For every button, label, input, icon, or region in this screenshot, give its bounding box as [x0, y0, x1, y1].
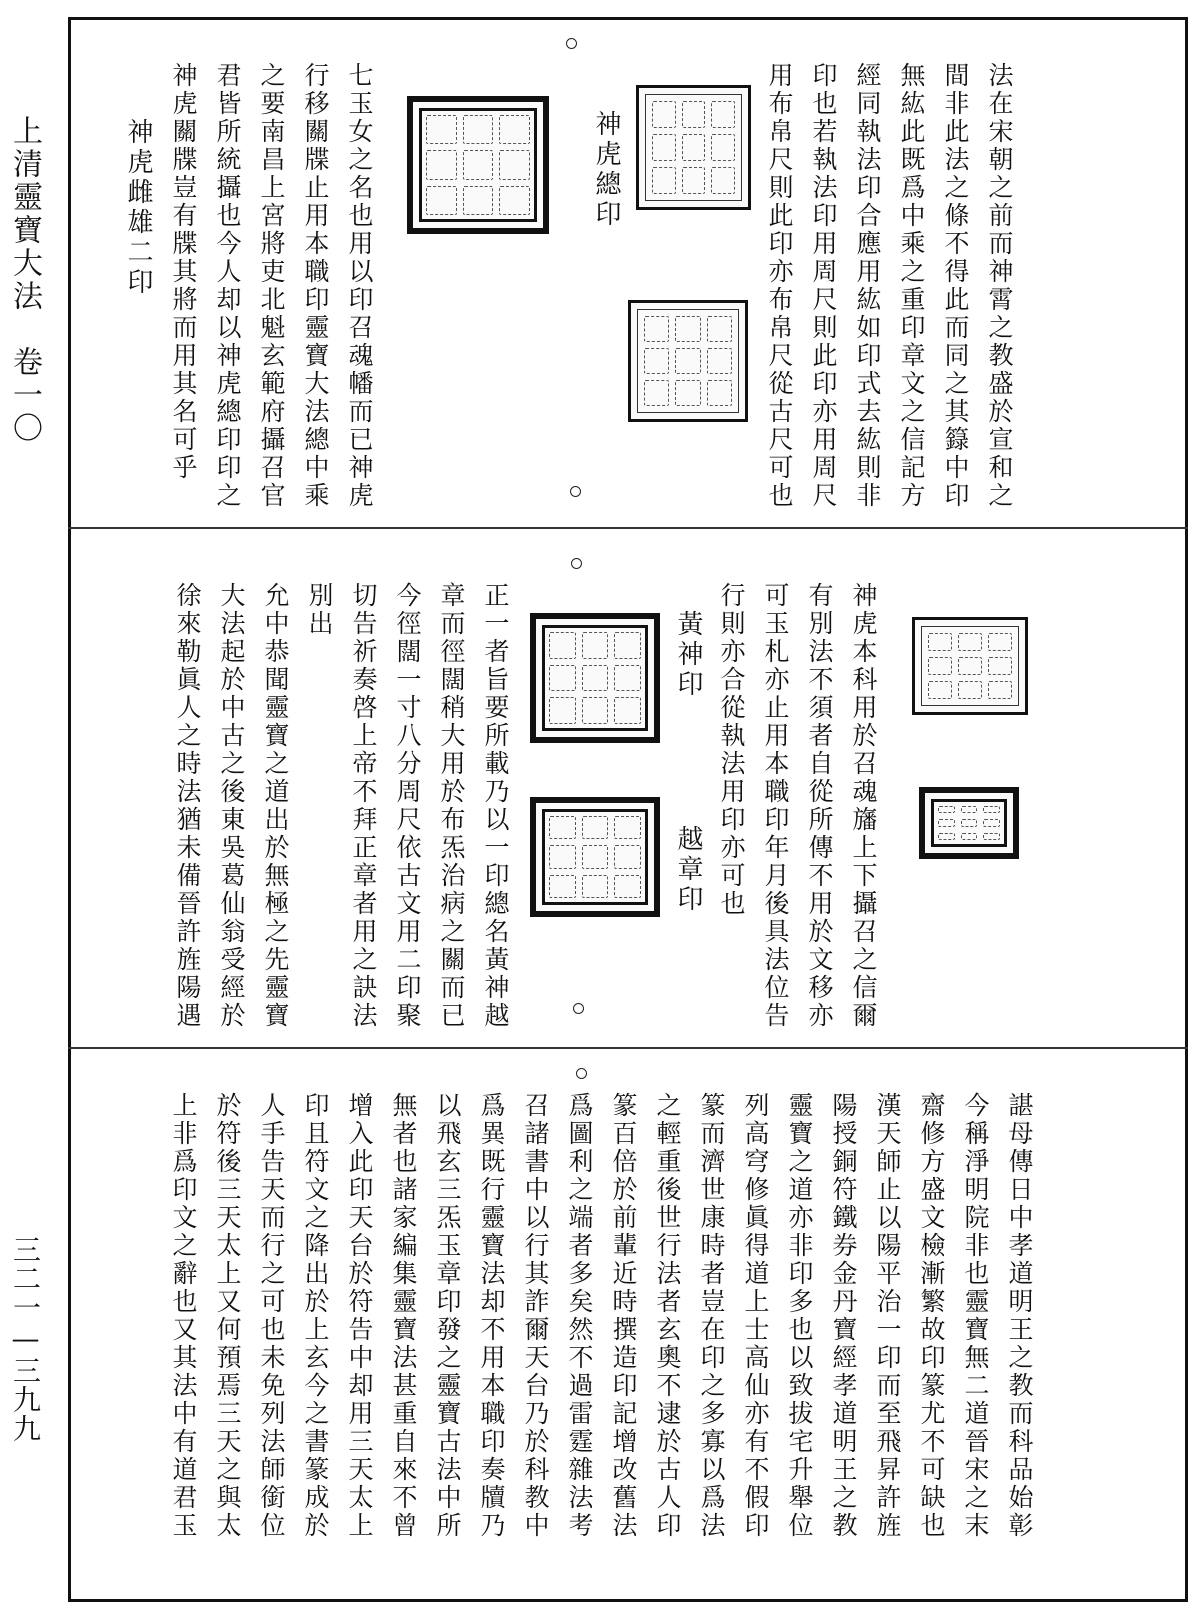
text-column: 正一者旨要所載乃以一印總名黃神越 — [481, 582, 510, 1030]
text-column: 漢天師止以陽平治一印而至飛昇許旌 — [873, 1092, 902, 1540]
text-column: 別出 — [305, 582, 334, 638]
margin-header: 上清靈寶大法 卷一〇 — [7, 115, 42, 445]
text-column: 允中恭聞靈寶之道出於無極之先靈寶 — [261, 582, 290, 1030]
text-column: 無者也諸家編集靈寶法甚重自來不曾 — [389, 1092, 418, 1540]
seal-stamp — [912, 617, 1028, 715]
seal-caption: 越章印 — [673, 825, 703, 915]
text-column: 之要南昌上宮將吏北魁玄範府攝召官 — [257, 62, 286, 510]
text-column: 可玉札亦止用本職印年月後具法位告 — [761, 582, 790, 1030]
seal-stamp — [919, 787, 1019, 859]
seal-caption: 神虎總印 — [591, 110, 621, 230]
seal-stamp — [530, 613, 660, 743]
page-folio: 三二一—三九九 — [9, 1235, 42, 1443]
text-column: 爲異既行靈寶法却不用本職印奏牘乃 — [477, 1092, 506, 1540]
text-column: 今稱淨明院非也靈寶無二道晉宋之末 — [961, 1092, 990, 1540]
seal-stamp — [636, 85, 751, 210]
panel-divider-2 — [68, 1047, 1188, 1049]
text-column: 上非爲印文之辭也又其法中有道君玉 — [169, 1092, 198, 1540]
text-column: 徐來勒眞人之時法猶未備晉許旌陽遇 — [173, 582, 202, 1030]
text-column: 於符後三天太上又何預焉三天之與太 — [213, 1092, 242, 1540]
circle-mark — [573, 1003, 584, 1014]
panel-divider-1 — [68, 527, 1188, 529]
text-column: 大法起於中古之後東吳葛仙翁受經於 — [217, 582, 246, 1030]
text-column: 章而徑闊稍大用於布炁治病之關而已 — [437, 582, 466, 1030]
text-column: 人手告天而行之可也未免列法師銜位 — [257, 1092, 286, 1540]
text-column: 行移關牒止用本職印靈寶大法總中乘 — [301, 62, 330, 510]
seal-stamp — [628, 300, 748, 422]
text-column: 爲圖利之端者多矣然不過雷霆雜法考 — [565, 1092, 594, 1540]
text-column: 無紘此既爲中乘之重印章文之信記方 — [897, 62, 926, 510]
text-column: 篆而濟世康時者豈在印之多寡以爲法 — [697, 1092, 726, 1540]
text-column: 神虎本科用於召魂旛上下攝召之信爾 — [849, 582, 878, 1030]
text-column: 行則亦合從執法用印亦可也 — [717, 582, 746, 918]
circle-mark — [570, 486, 581, 497]
text-column: 之輕重後世行法者玄奧不逮於古人印 — [653, 1092, 682, 1540]
text-column: 七玉女之名也用以印召魂幡而已神虎 — [345, 62, 374, 510]
text-column: 齋修方盛文檢漸繁故印篆尤不可缺也 — [917, 1092, 946, 1540]
text-column: 有別法不須者自從所傳不用於文移亦 — [805, 582, 834, 1030]
text-column: 神虎關牒豈有牒其將而用其名可乎 — [169, 62, 198, 482]
text-column: 列高穹修眞得道上士高仙亦有不假印 — [741, 1092, 770, 1540]
text-column: 靈寶之道亦非印多也以致拔宅升舉位 — [785, 1092, 814, 1540]
text-column: 今徑闊一寸八分周尺依古文用二印聚 — [393, 582, 422, 1030]
text-column: 經同執法印合應用紘如印式去紘則非 — [853, 62, 882, 510]
text-column: 切告祈奏啓上帝不拜正章者用之訣法 — [349, 582, 378, 1030]
text-column: 印且符文之降出於上玄今之書篆成於 — [301, 1092, 330, 1540]
text-column: 用布帛尺則此印亦布帛尺從古尺可也 — [765, 62, 794, 510]
text-column: 陽授銅符鐵券金丹寶經孝道明王之教 — [829, 1092, 858, 1540]
seal-caption: 神虎雌雄二印 — [123, 118, 153, 298]
circle-mark — [566, 38, 577, 49]
seal-caption: 黃神印 — [673, 610, 703, 700]
circle-mark — [571, 558, 582, 569]
text-column: 印也若執法印用周尺則此印亦用周尺 — [809, 62, 838, 510]
text-column: 間非此法之條不得此而同之其籙中印 — [941, 62, 970, 510]
text-column: 增入此印天台於符告中却用三天太上 — [345, 1092, 374, 1540]
text-column: 諶母傳日中孝道明王之教而科品始彰 — [1005, 1092, 1034, 1540]
seal-stamp — [530, 797, 660, 917]
text-column: 以飛玄三炁玉章印發之靈寶古法中所 — [433, 1092, 462, 1540]
circle-mark — [576, 1068, 587, 1079]
seal-stamp — [407, 96, 549, 234]
text-column: 召諸書中以行其詐爾天台乃於科教中 — [521, 1092, 550, 1540]
text-column: 篆百倍於前輩近時撰造印記增改舊法 — [609, 1092, 638, 1540]
text-column: 君皆所統攝也今人却以神虎總印印之 — [213, 62, 242, 510]
text-column: 法在宋朝之前而神霄之教盛於宣和之 — [985, 62, 1014, 510]
